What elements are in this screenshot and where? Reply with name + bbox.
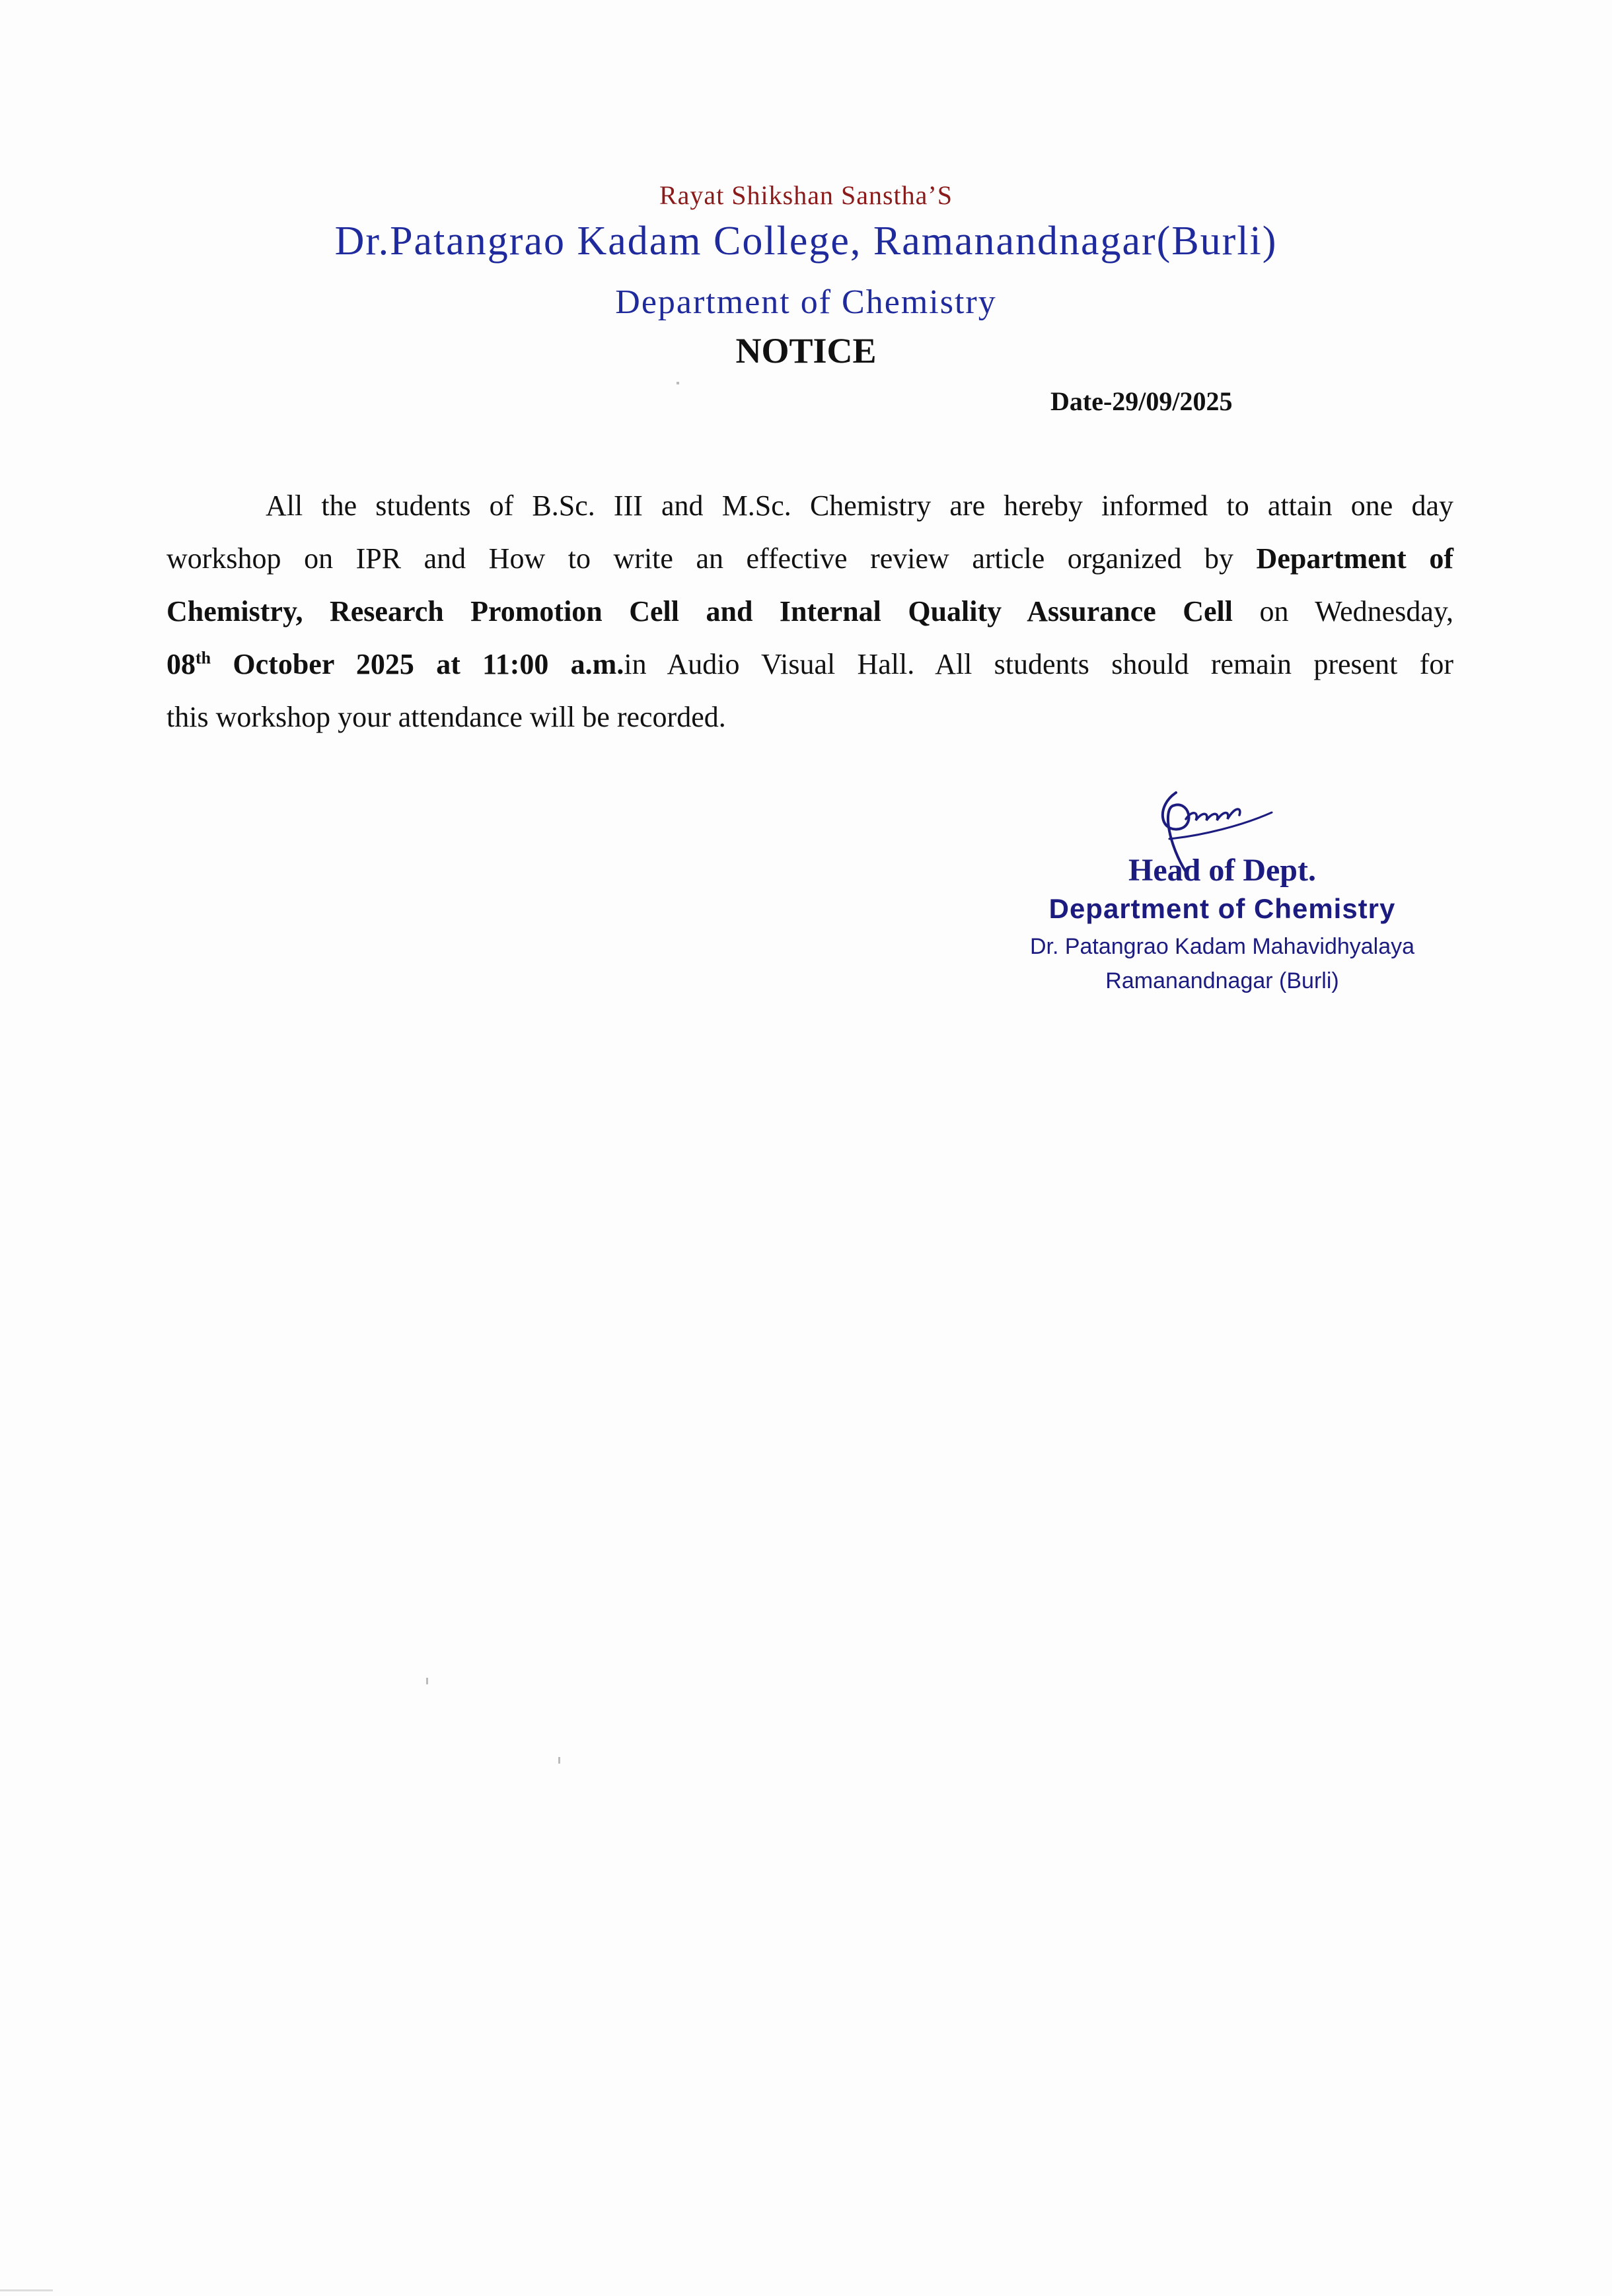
scan-edge xyxy=(0,2289,53,2291)
notice-body xyxy=(166,480,1453,744)
body-line-2: workshop on IPR and How to write an effective review article organized by Department of xyxy=(166,542,1453,575)
scan-speck xyxy=(677,382,679,384)
body-line-1: All the students of B.Sc. III and M.Sc. Chemistry are hereby informed to attain one day xyxy=(266,489,1453,522)
body-line-5: this workshop your attendance will be recorded. xyxy=(166,701,726,733)
scan-speck xyxy=(426,1678,428,1684)
signatory-college: Dr. Patangrao Kadam Mahavidhyalaya xyxy=(1029,934,1415,959)
scan-speck xyxy=(558,1757,560,1764)
department-name: Department of Chemistry xyxy=(615,283,997,321)
signatory-department: Department of Chemistry xyxy=(1048,893,1396,924)
body-line-4: 08th October 2025 at 11:00 a.m.in Audio Visual Hall. All students should remain present for xyxy=(166,648,1453,680)
sanstha-name: Rayat Shikshan Sanstha’S xyxy=(659,180,953,210)
notice-date: Date-29/09/2025 xyxy=(1050,386,1233,416)
notice-title: NOTICE xyxy=(735,331,877,371)
signatory-place: Ramanandnagar (Burli) xyxy=(1105,968,1339,993)
body-line-3: Chemistry, Research Promotion Cell and Internal Quality Assurance Cell on Wednesday, xyxy=(166,595,1453,628)
signatory-title: Head of Dept. xyxy=(1128,853,1316,888)
college-name: Dr.Patangrao Kadam College, Ramanandnagar(Burli) xyxy=(334,219,1278,264)
